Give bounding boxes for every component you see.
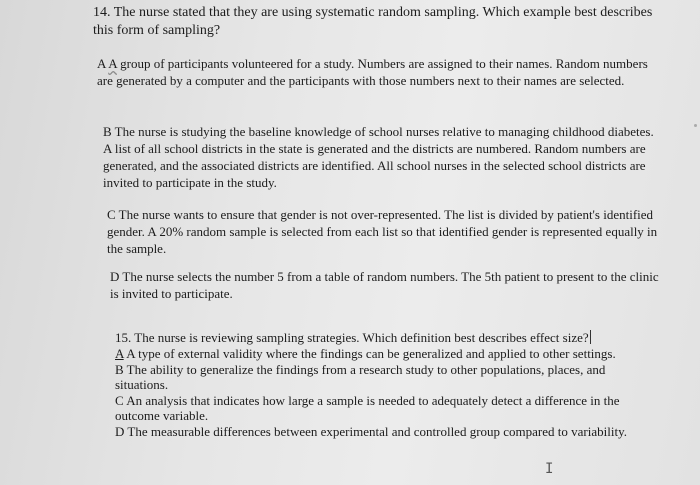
q14-option-a-text: group of participants volunteered for a study. Numbers are assigned to their names. Random numbers are generated by a computer and the participants with those numbers next to their names are selected. <box>97 56 648 88</box>
q14-option-a-mark: A <box>108 56 117 71</box>
q14-option-c-text: C The nurse wants to ensure that gender is not over-represented. The list is divided by patient's identified gender. A 20% random sample is selected from each list so that identified gender is represented equally in the sample. <box>107 207 658 256</box>
question-15-text: 15. The nurse is reviewing sampling strategies. Which definition best describes effect size? <box>115 330 589 345</box>
ibeam-cursor-icon: I <box>545 461 554 477</box>
q15-option-a[interactable] <box>115 346 650 361</box>
q14-option-a-prefix: A <box>97 56 106 71</box>
q14-option-b-text: B The nurse is studying the baseline knowledge of school nurses relative to managing childhood diabetes. A list of all school districts in the state is generated and the districts are numbered. Random numbers are generated, and the associated districts are identified. All school nurses in the selected school districts are invited to participate in the study. <box>103 124 654 190</box>
q14-option-b[interactable] <box>103 123 663 191</box>
question-14-text: 14. The nurse stated that they are using systematic random sampling. Which example best describes this form of sampling? <box>93 5 653 38</box>
scroll-indicator <box>694 124 697 127</box>
q15-option-c[interactable]: C An analysis that indicates how large a sample is needed to adequately detect a difference in the outcome variable. <box>115 393 620 423</box>
q15-option-a-text: A type of external validity where the findings can be generalized and applied to other settings. <box>126 346 616 361</box>
question-15-line <box>115 330 650 345</box>
question-15 <box>115 330 650 439</box>
q15-option-a-mark: A <box>115 346 124 361</box>
q14-option-d-text: D The nurse selects the number 5 from a table of random numbers. The 5th patient to present to the clinic is invited to participate. <box>110 269 659 301</box>
q15-option-d[interactable]: D The measurable differences between experimental and controlled group compared to variability. <box>115 424 627 439</box>
q15-option-b[interactable]: B The ability to generalize the findings from a research study to other populations, places, and situations. <box>115 362 606 392</box>
question-14 <box>93 4 663 40</box>
text-caret <box>590 330 591 344</box>
q14-option-a[interactable] <box>97 55 662 89</box>
q14-option-d[interactable] <box>110 268 665 302</box>
q14-option-c[interactable] <box>107 206 662 257</box>
